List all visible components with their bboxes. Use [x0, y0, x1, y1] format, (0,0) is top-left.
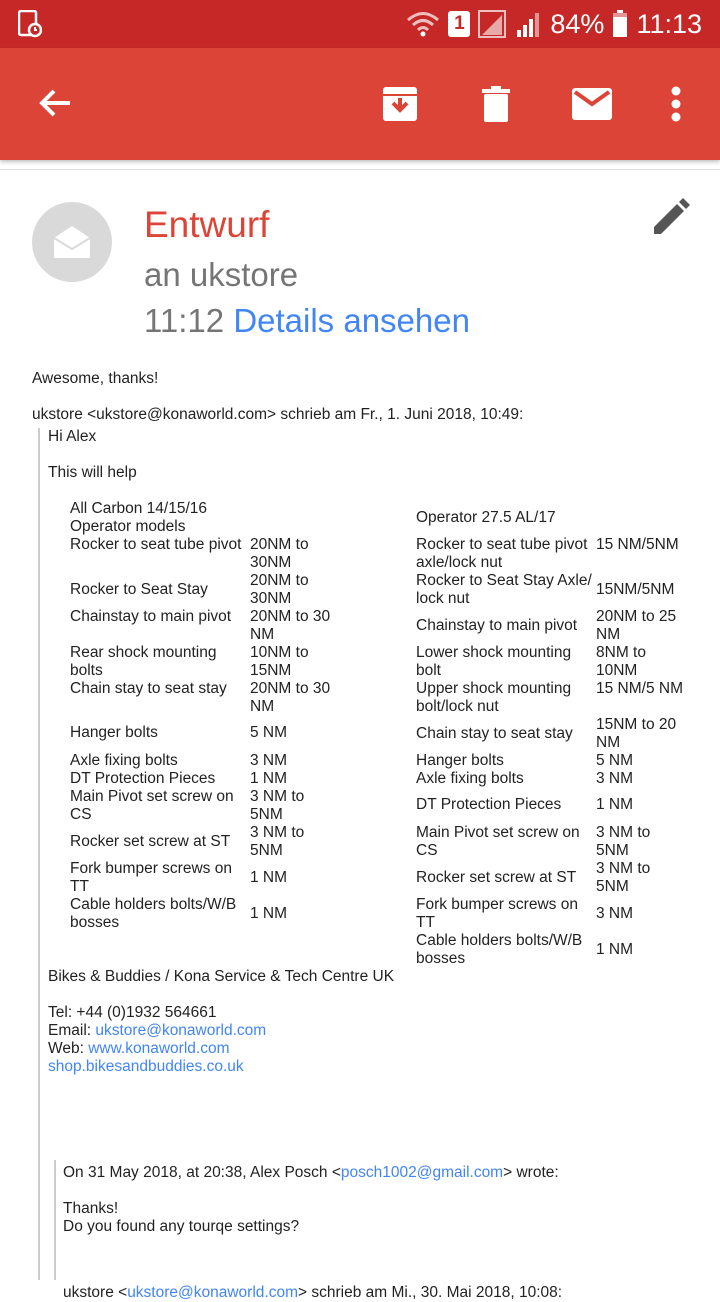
nested-attr2-suffix: > schrieb am Mi., 30. Mai 2018, 10:08: [298, 1284, 563, 1301]
email-label: Email: [48, 1022, 96, 1039]
spec-value: 3 NM to 5NM [250, 824, 305, 859]
spec-label: Fork bumper screws on TT [416, 896, 578, 931]
spec-label: DT Protection Pieces [70, 770, 216, 787]
quote-attribution: ukstore <ukstore@konaworld.com> schrieb am Fr., 1. Juni 2018, 10:49: [32, 406, 524, 423]
message-body [32, 370, 712, 424]
spec-value: 10NM to 15NM [250, 644, 309, 679]
signature [48, 968, 708, 1076]
spec-label: Lower shock mounting bolt [416, 644, 572, 679]
table-row [416, 572, 686, 608]
spec-value: 3 NM to 5NM [250, 788, 305, 823]
signature-web [48, 1040, 708, 1058]
sent-time: 11:12 [144, 302, 225, 339]
more-vert-icon[interactable] [670, 86, 682, 122]
spec-value: 20NM to 25 NM [596, 608, 677, 643]
nested-attr-email-link[interactable]: posch1002@gmail.com [340, 1164, 504, 1181]
email-link[interactable]: ukstore@konaworld.com [95, 1022, 267, 1039]
nested-quote-bar [54, 1160, 56, 1280]
shop-link[interactable]: shop.bikesandbuddies.co.uk [48, 1058, 244, 1075]
spec-value: 20NM to 30NM [250, 572, 309, 607]
table-row [70, 824, 340, 860]
recipient-line: an ukstore [144, 256, 299, 293]
table-row [416, 608, 686, 644]
wifi-icon [406, 11, 440, 37]
status-bar [0, 0, 720, 48]
time-line [144, 302, 470, 340]
spec-label: Main Pivot set screw on CS [416, 824, 580, 859]
message-header [0, 170, 720, 350]
spec-label: Rocker to seat tube pivot [70, 536, 242, 553]
spec-value: 20NM to 30 NM [250, 608, 331, 643]
spec-label: Fork bumper screws on TT [70, 860, 232, 895]
spec-label: Chain stay to seat stay [416, 725, 573, 742]
trash-icon[interactable] [482, 86, 510, 122]
spec-value: 1 NM [596, 941, 634, 958]
spec-value: 15NM to 20 NM [596, 716, 677, 751]
table-row [70, 536, 340, 572]
spec-label: Cable holders bolts/W/B bosses [70, 896, 237, 931]
screenshot-notification-icon [18, 10, 42, 38]
spec-heading-right: Operator 27.5 AL/17 [416, 509, 556, 526]
web-link[interactable]: www.konaworld.com [88, 1040, 230, 1057]
signature-org: Bikes & Buddies / Kona Service & Tech Centre UK [48, 968, 395, 985]
spec-value: 8NM to 10NM [596, 644, 646, 679]
spec-value: 1 NM [250, 869, 288, 886]
table-row [416, 796, 686, 814]
arrow-back-icon[interactable] [38, 88, 72, 118]
draft-envelope-icon [32, 202, 112, 282]
spec-label: Hanger bolts [416, 752, 504, 769]
web-label: Web: [48, 1040, 89, 1057]
table-row [416, 770, 686, 788]
table-row [416, 680, 686, 716]
nested-attr2-prefix: ukstore < [63, 1284, 128, 1301]
spec-label: Hanger bolts [70, 724, 158, 741]
details-link[interactable]: Details ansehen [233, 302, 470, 339]
spec-label: Upper shock mounting bolt/lock nut [416, 680, 572, 715]
table-row [416, 536, 686, 572]
table-row [416, 896, 686, 932]
intro: This will help [48, 464, 137, 481]
nested-line-2: Do you found any tourqe settings? [63, 1218, 300, 1235]
spec-label: Axle fixing bolts [70, 752, 178, 769]
table-row [70, 572, 340, 608]
spec-value: 5 NM [250, 724, 288, 741]
archive-icon[interactable] [382, 86, 418, 122]
signature-tel: Tel: +44 (0)1932 564661 [48, 1004, 217, 1021]
spec-value: 20NM to 30NM [250, 536, 309, 571]
table-row [70, 724, 340, 742]
greeting: Hi Alex [48, 428, 97, 445]
spec-label: Rocker set screw at ST [70, 833, 231, 850]
clock: 11:13 [636, 8, 702, 39]
table-row [416, 824, 686, 860]
nested-attr-prefix: On 31 May 2018, at 20:38, Alex Posch < [63, 1164, 341, 1181]
spec-label: Chainstay to main pivot [416, 617, 578, 634]
table-row [416, 860, 686, 896]
table-row [70, 608, 340, 644]
spec-label: Rocker set screw at ST [416, 869, 577, 886]
table-row [416, 644, 686, 680]
spec-heading-left: All Carbon 14/15/16 Operator models [70, 500, 208, 535]
table-row [70, 644, 340, 680]
spec-value: 15 NM/5 NM [596, 680, 683, 697]
spec-value: 5 NM [596, 752, 634, 769]
nested-line-1: Thanks! [63, 1200, 119, 1217]
toolbar [0, 48, 720, 160]
table-row [70, 788, 340, 824]
table-row [70, 770, 340, 788]
spec-value: 15NM/5NM [596, 581, 675, 598]
spec-label: Rocker to Seat Stay [70, 581, 208, 598]
edit-pencil-icon[interactable] [652, 198, 690, 236]
battery-icon [612, 10, 628, 38]
table-row [70, 860, 340, 896]
nested-quoted-message [63, 1164, 713, 1302]
spec-label: Rear shock mounting bolts [70, 644, 217, 679]
table-row [416, 716, 686, 752]
quote-bar [38, 428, 40, 1280]
spec-label: Cable holders bolts/W/B bosses [416, 932, 583, 967]
nested-attribution-2 [63, 1284, 713, 1302]
spec-label: DT Protection Pieces [416, 796, 562, 813]
nested-attribution [63, 1164, 713, 1182]
avatar [32, 202, 112, 282]
spec-value: 20NM to 30 NM [250, 680, 331, 715]
spec-value: 3 NM [596, 905, 634, 922]
spec-label: Axle fixing bolts [416, 770, 524, 787]
battery-percent: 84% [550, 8, 605, 39]
reply-text: Awesome, thanks! [32, 370, 159, 387]
spec-label: Main Pivot set screw on CS [70, 788, 234, 823]
table-row [416, 752, 686, 770]
table-row [70, 752, 340, 770]
spec-value: 3 NM to 5NM [596, 824, 651, 859]
signal-icon-2 [516, 10, 542, 38]
draft-title: Entwurf [144, 204, 270, 245]
spec-value: 1 NM [596, 796, 634, 813]
signature-email [48, 1022, 708, 1040]
mail-icon[interactable] [572, 88, 612, 120]
spec-label: Chainstay to main pivot [70, 608, 232, 625]
spec-label: Rocker to seat tube pivot axle/lock nut [416, 536, 588, 571]
table-row [70, 680, 340, 716]
spec-value: 3 NM [250, 752, 288, 769]
signal-icon-1 [478, 10, 508, 38]
sim-badge: 1 [448, 11, 470, 37]
spec-label: Rocker to Seat Stay Axle/ lock nut [416, 572, 592, 607]
table-row [70, 896, 340, 932]
spec-label: Chain stay to seat stay [70, 680, 227, 697]
nested-attr2-email-link[interactable]: ukstore@konaworld.com [127, 1284, 298, 1301]
spec-value: 1 NM [250, 905, 288, 922]
spec-value: 1 NM [250, 770, 288, 787]
spec-value: 15 NM/5NM [596, 536, 679, 553]
spec-value: 3 NM [596, 770, 634, 787]
nested-attr-suffix: > wrote: [503, 1164, 559, 1181]
spec-value: 3 NM to 5NM [596, 860, 651, 895]
table-row [416, 932, 686, 968]
